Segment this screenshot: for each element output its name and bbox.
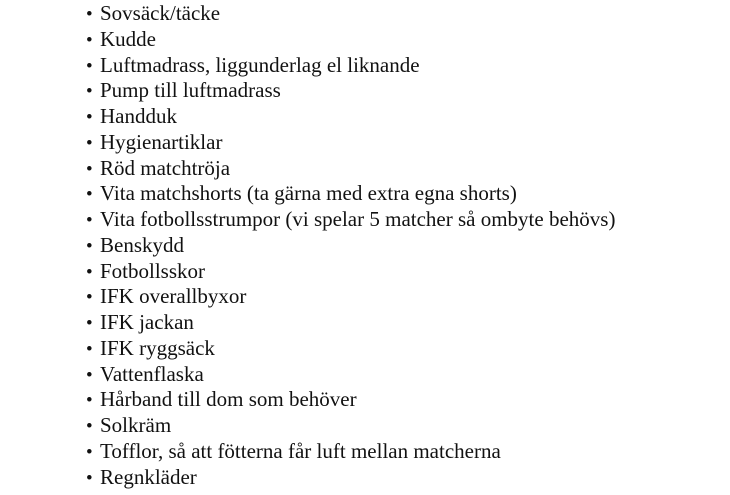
bullet-icon: • (86, 313, 93, 334)
list-item (86, 104, 615, 130)
list-item-text: Röd matchtröja (100, 155, 231, 180)
list-item (86, 439, 615, 465)
bullet-icon: • (86, 338, 93, 360)
packing-list (86, 1, 615, 490)
list-item-text: IFK overallbyxor (100, 284, 247, 309)
bullet-icon: • (86, 364, 93, 386)
list-item-text: IFK jackan (100, 310, 194, 334)
list-item (86, 207, 615, 233)
list-item-text: Luftmadrass, liggunderlag el liknande (100, 52, 420, 77)
list-item-text: Sovsäck/täcke (100, 1, 221, 25)
list-item (86, 233, 615, 259)
list-item-text: Kudde (100, 26, 156, 51)
list-item-text: Hårband till dom som behöver (100, 387, 357, 412)
list-item (86, 284, 615, 310)
list-item (86, 53, 615, 79)
list-item (86, 130, 615, 156)
list-item-text: Benskydd (100, 232, 184, 257)
bullet-icon: • (86, 416, 93, 437)
list-item-text: Vita matchshorts (ta gärna med extra egna shorts) (100, 181, 517, 206)
list-item-text: Regnkläder (100, 464, 197, 489)
bullet-icon: • (86, 235, 93, 257)
list-item (86, 181, 615, 207)
bullet-icon: • (86, 29, 93, 51)
list-item (86, 465, 615, 491)
bullet-icon: • (86, 210, 93, 231)
list-item-text: Tofflor, så att fötterna får luft mellan matcherna (100, 438, 501, 463)
bullet-icon: • (86, 390, 93, 412)
bullet-icon: • (86, 287, 93, 309)
list-item-text: Solkräm (100, 413, 172, 437)
list-item-text: Fotbollsskor (100, 258, 206, 283)
list-item-text: Hygienartiklar (100, 129, 223, 154)
list-item (86, 310, 615, 336)
list-item (86, 1, 615, 27)
bullet-icon: • (86, 4, 93, 25)
list-item-text: Vattenflaska (100, 361, 204, 386)
bullet-icon: • (86, 184, 93, 206)
list-item (86, 259, 615, 285)
bullet-icon: • (86, 81, 93, 103)
bullet-icon: • (86, 261, 93, 283)
bullet-icon: • (86, 441, 93, 463)
list-item (86, 336, 615, 362)
list-item (86, 156, 615, 182)
bullet-icon: • (86, 55, 93, 77)
list-item-text: Handduk (100, 104, 177, 128)
list-item (86, 27, 615, 53)
list-item (86, 362, 615, 388)
list-item-text: Pump till luftmadrass (100, 78, 281, 103)
list-item (86, 78, 615, 104)
list-item (86, 387, 615, 413)
bullet-icon: • (86, 132, 93, 154)
bullet-icon: • (86, 467, 93, 489)
list-item-text: Vita fotbollsstrumpor (vi spelar 5 matcher så ombyte behövs) (100, 207, 616, 231)
list-item-text: IFK ryggsäck (100, 335, 215, 360)
bullet-icon: • (86, 107, 93, 128)
list-item (86, 413, 615, 439)
bullet-icon: • (86, 158, 93, 180)
